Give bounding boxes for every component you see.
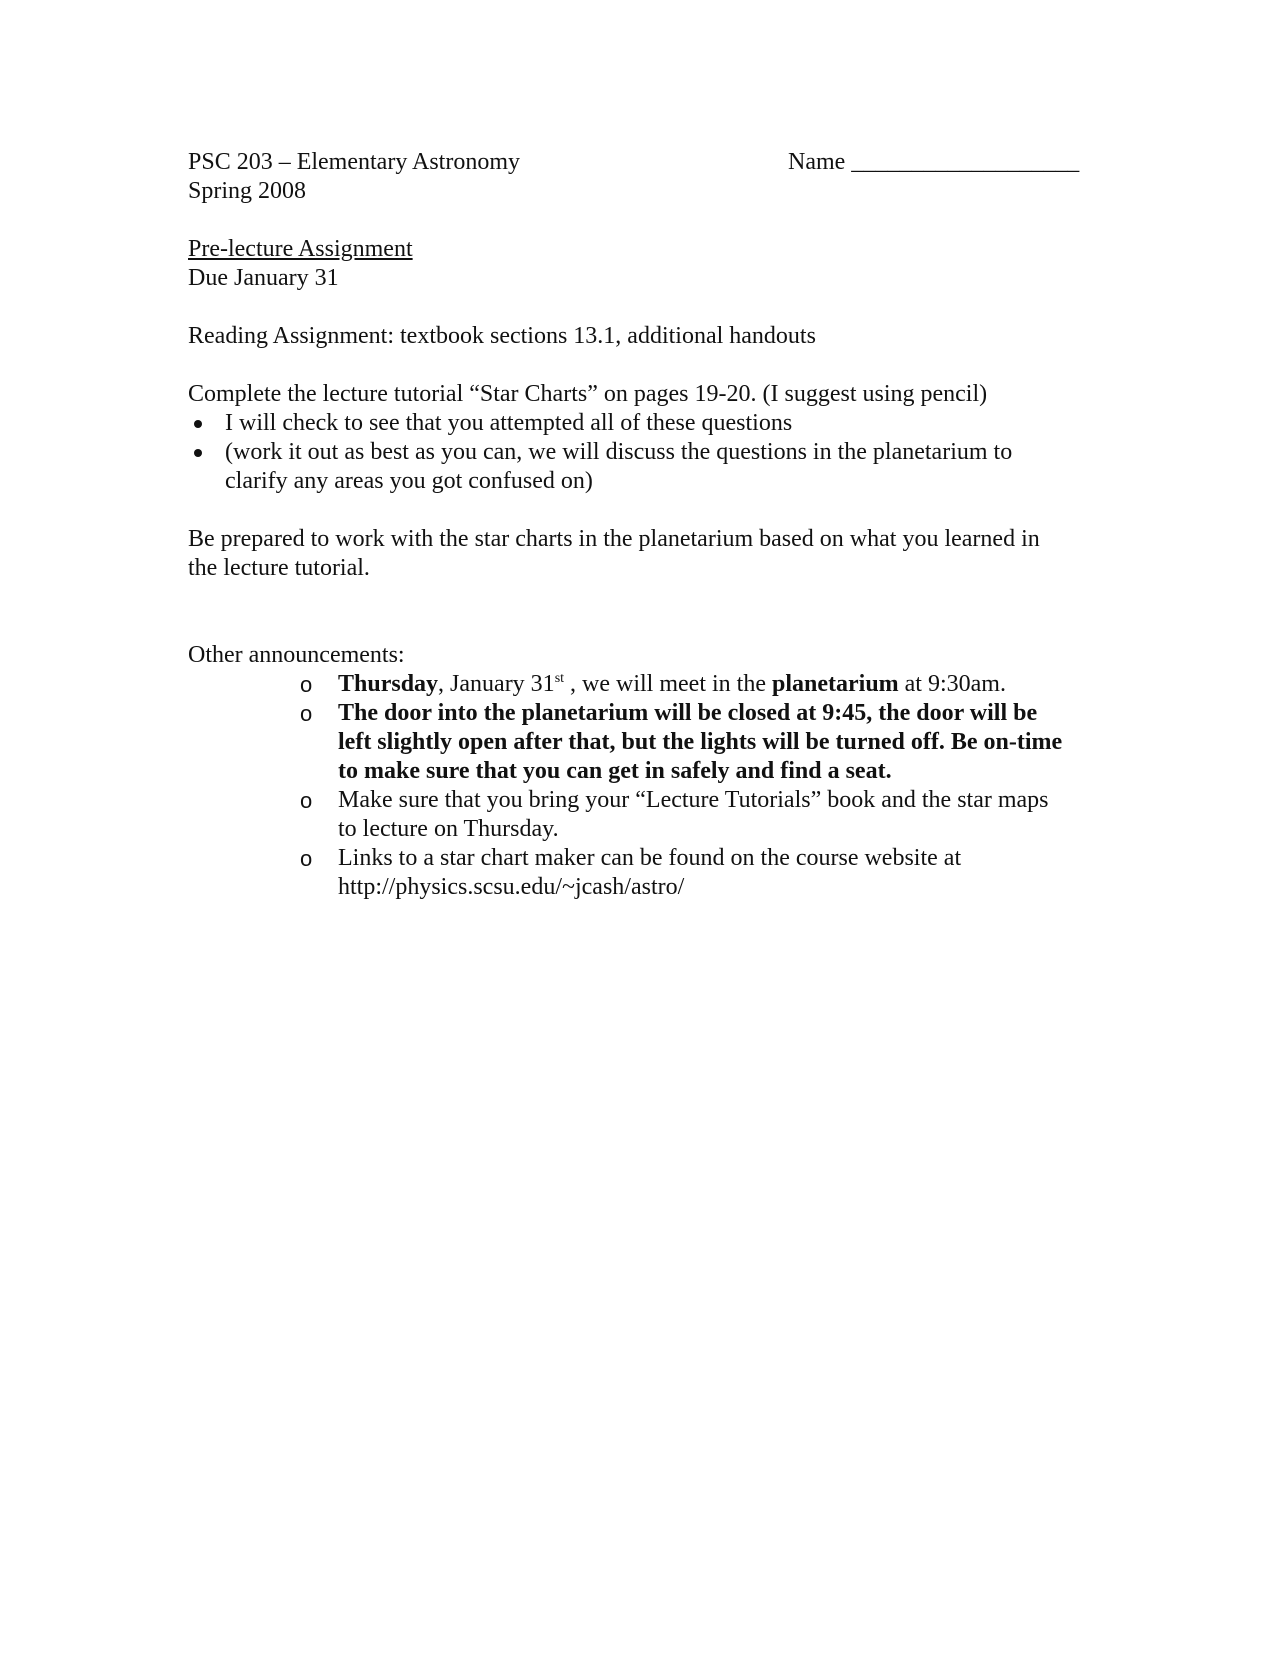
header-row <box>188 148 1088 177</box>
bullet-text: (work it out as best as you can, we will discuss the questions in the planetarium to clarify any areas you got confused on) <box>225 439 1013 494</box>
list-item <box>300 699 1073 786</box>
meeting-day: Thursday <box>338 671 439 697</box>
bullet-icon <box>194 420 202 428</box>
circle-bullet-icon: o <box>300 846 313 871</box>
links-notice: Links to a star chart maker can be found on the course website at <box>338 845 962 871</box>
circle-bullet-icon: o <box>300 788 313 813</box>
document-page <box>188 148 1088 902</box>
bring-notice: Make sure that you bring your “Lecture Tutorials” book and the star maps to lecture on Thursday. <box>338 787 1049 842</box>
list-item <box>300 844 1088 902</box>
announcements-heading: Other announcements: <box>188 642 405 668</box>
meeting-text: , we will meet in the <box>564 671 772 697</box>
due-date: Due January 31 <box>188 265 339 291</box>
bullet-icon <box>194 449 202 457</box>
meeting-time: at 9:30am. <box>898 671 1006 697</box>
meeting-date: , January 31 <box>438 671 555 697</box>
door-notice: The door into the planetarium will be closed at 9:45, the door will be left slightly open after that, but the lights will be turned off. Be on-time to make sure that you can get in safely and find a seat. <box>338 700 1063 784</box>
prepare-paragraph: Be prepared to work with the star charts in the planetarium based on what you learned in the lecture tutorial. <box>188 526 1040 581</box>
course-website-url: http://physics.scsu.edu/~jcash/astro/ <box>338 874 685 900</box>
circle-bullet-icon: o <box>300 701 313 726</box>
tutorial-bullet-list <box>188 409 1088 496</box>
course-title: PSC 203 – Elementary Astronomy <box>188 149 520 175</box>
name-field: Name ___________________ <box>788 149 1080 175</box>
announcements-list <box>188 670 1088 902</box>
list-item <box>188 409 1088 438</box>
list-item <box>188 438 1088 496</box>
date-suffix: st <box>554 671 565 686</box>
list-item <box>300 786 1073 844</box>
assignment-title: Pre-lecture Assignment <box>188 236 413 262</box>
list-item <box>300 670 1088 699</box>
reading-assignment: Reading Assignment: textbook sections 13.1, additional handouts <box>188 323 816 349</box>
bullet-text: I will check to see that you attempted all of these questions <box>225 410 793 436</box>
term: Spring 2008 <box>188 178 307 204</box>
meeting-place: planetarium <box>771 671 899 697</box>
circle-bullet-icon: o <box>300 672 313 697</box>
tutorial-intro: Complete the lecture tutorial “Star Charts” on pages 19-20. (I suggest using pencil) <box>188 381 988 407</box>
